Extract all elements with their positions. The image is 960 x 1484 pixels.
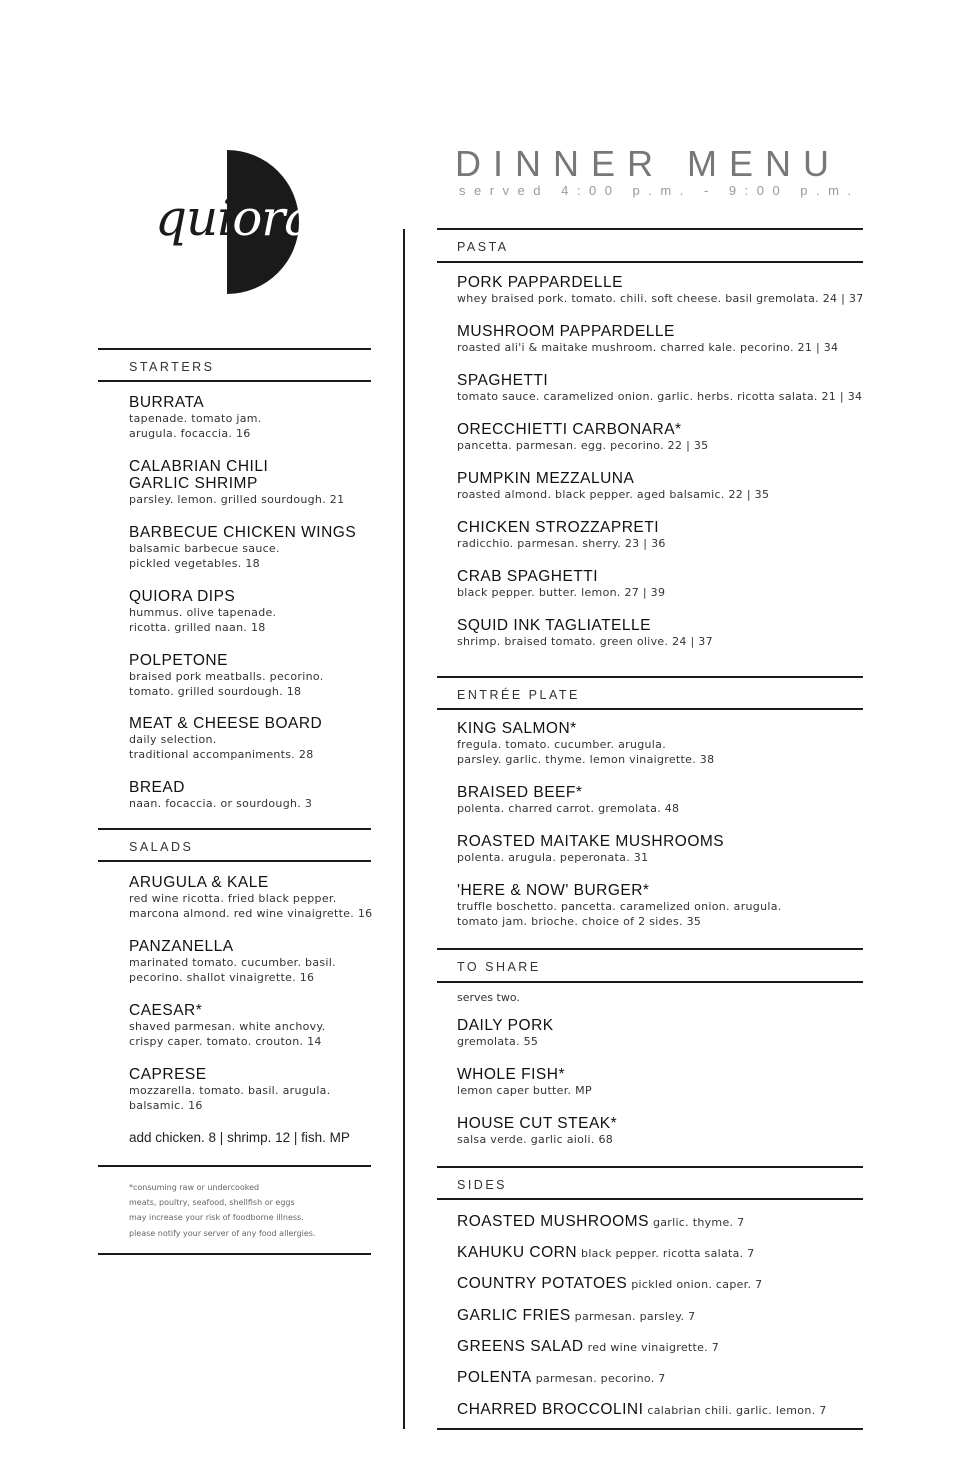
item-desc: tapenade. tomato jam.: [129, 412, 262, 425]
menu-item: [129, 1002, 325, 1049]
side-desc: red wine vinaigrette. 7: [587, 1341, 720, 1354]
side-desc: garlic. thyme. 7: [652, 1216, 745, 1229]
item-desc: roasted ali'i & maitake mushroom. charred kale. pecorino. 21 | 34: [457, 341, 839, 354]
divider: [437, 708, 863, 710]
item-name: CAPRESE: [129, 1066, 207, 1083]
notice-line: may increase your risk of foodborne illness.: [129, 1213, 304, 1222]
menu-item: [129, 588, 276, 635]
menu-title: DINNER MENU: [455, 143, 842, 184]
share-note: serves two.: [457, 991, 520, 1004]
menu-item: [129, 652, 324, 699]
menu-item: [129, 394, 262, 441]
menu-item: [457, 470, 769, 502]
side-item: [457, 1305, 695, 1324]
section-heading-starters: STARTERS: [129, 360, 215, 374]
item-name: CRAB SPAGHETTI: [457, 568, 599, 585]
side-desc: calabrian chili. garlic. lemon. 7: [647, 1404, 827, 1417]
item-desc: polenta. arugula. peperonata. 31: [457, 851, 649, 864]
menu-item: [457, 784, 679, 816]
menu-item: [457, 421, 708, 453]
menu-item: [457, 372, 862, 404]
menu-item: [129, 938, 336, 985]
menu-item: [457, 882, 782, 929]
allergy-notice: [129, 1180, 316, 1241]
item-name: SQUID INK TAGLIATELLE: [457, 617, 651, 634]
menu-item: [129, 715, 322, 762]
side-name: POLENTA: [457, 1369, 532, 1386]
divider: [98, 860, 371, 862]
menu-item: [457, 720, 714, 767]
divider: [437, 1166, 863, 1168]
item-name: BREAD: [129, 779, 185, 796]
item-desc: pancetta. parmesan. egg. pecorino. 22 | 35: [457, 439, 709, 452]
divider: [437, 948, 863, 950]
side-name: GREENS SALAD: [457, 1338, 584, 1355]
item-name: CAESAR*: [129, 1002, 203, 1019]
item-desc: arugula. focaccia. 16: [129, 427, 251, 440]
menu-item: [457, 1066, 592, 1098]
side-name: CHARRED BROCCOLINI: [457, 1401, 644, 1418]
item-desc: radicchio. parmesan. sherry. 23 | 36: [457, 537, 666, 550]
section-heading-entree: ENTRÉE PLATE: [457, 688, 580, 702]
side-desc: parmesan. pecorino. 7: [535, 1372, 666, 1385]
side-desc: parmesan. parsley. 7: [574, 1310, 696, 1323]
menu-item: [457, 1017, 554, 1049]
item-desc: tomato sauce. caramelized onion. garlic. herbs. ricotta salata. 21 | 34: [457, 390, 863, 403]
item-name: ARUGULA & KALE: [129, 874, 269, 891]
item-desc: braised pork meatballs. pecorino.: [129, 670, 324, 683]
menu-item: [457, 617, 713, 649]
menu-item: [129, 524, 356, 571]
item-desc: whey braised pork. tomato. chili. soft cheese. basil gremolata. 24 | 37: [457, 292, 864, 305]
item-desc: balsamic. 16: [129, 1099, 203, 1112]
item-name: BRAISED BEEF*: [457, 784, 583, 801]
menu-item: [129, 1066, 331, 1113]
side-item: [457, 1242, 755, 1261]
side-item: [457, 1336, 719, 1355]
item-desc: salsa verde. garlic aioli. 68: [457, 1133, 614, 1146]
item-desc: crispy caper. tomato. crouton. 14: [129, 1035, 322, 1048]
item-desc: truffle boschetto. pancetta. caramelized onion. arugula.: [457, 900, 782, 913]
item-name: ROASTED MAITAKE MUSHROOMS: [457, 833, 725, 850]
item-desc: shrimp. braised tomato. green olive. 24 | 37: [457, 635, 713, 648]
item-name: MEAT & CHEESE BOARD: [129, 715, 323, 732]
restaurant-logo: [155, 150, 314, 295]
item-name: POLPETONE: [129, 652, 228, 669]
item-name: SPAGHETTI: [457, 372, 549, 389]
item-name: PUMPKIN MEZZALUNA: [457, 470, 635, 487]
item-name: CHICKEN STROZZAPRETI: [457, 519, 660, 536]
menu-hours: served 4:00 p.m. - 9:00 p.m.: [459, 183, 860, 198]
item-name: ORECCHIETTI CARBONARA*: [457, 421, 682, 438]
menu-item: [457, 274, 864, 306]
notice-line: meats, poultry, seafood, shellfish or eggs: [129, 1198, 295, 1207]
divider: [437, 1428, 863, 1430]
side-desc: black pepper. ricotta salata. 7: [581, 1247, 755, 1260]
item-name: MUSHROOM PAPPARDELLE: [457, 323, 675, 340]
salad-addon: add chicken. 8 | shrimp. 12 | fish. MP: [129, 1130, 350, 1145]
item-name: PANZANELLA: [129, 938, 234, 955]
divider: [437, 981, 863, 983]
item-name: BARBECUE CHICKEN WINGS: [129, 524, 357, 541]
item-desc: pecorino. shallot vinaigrette. 16: [129, 971, 315, 984]
item-desc: parsley. garlic. thyme. lemon vinaigrette. 38: [457, 753, 715, 766]
item-name: DAILY PORK: [457, 1017, 554, 1034]
menu-item: [457, 833, 724, 865]
item-name: 'HERE & NOW' BURGER*: [457, 882, 650, 899]
side-name: GARLIC FRIES: [457, 1307, 571, 1324]
menu-item: [129, 874, 372, 921]
item-desc: gremolata. 55: [457, 1035, 539, 1048]
item-desc: naan. focaccia. or sourdough. 3: [129, 797, 313, 810]
section-heading-sides: SIDES: [457, 1178, 508, 1192]
menu-item: [457, 519, 666, 551]
item-desc: tomato. grilled sourdough. 18: [129, 685, 302, 698]
divider: [98, 1165, 371, 1167]
notice-line: please notify your server of any food allergies.: [129, 1229, 316, 1238]
menu-item: [129, 779, 312, 811]
side-name: COUNTRY POTATOES: [457, 1275, 628, 1292]
menu-item: [457, 1115, 617, 1147]
item-desc: shaved parmesan. white anchovy.: [129, 1020, 326, 1033]
item-desc: roasted almond. black pepper. aged balsamic. 22 | 35: [457, 488, 770, 501]
section-heading-pasta: PASTA: [457, 240, 509, 254]
item-name: CALABRIAN CHILI: [129, 458, 269, 475]
item-name: WHOLE FISH*: [457, 1066, 565, 1083]
item-desc: pickled vegetables. 18: [129, 557, 260, 570]
item-name: GARLIC SHRIMP: [129, 475, 258, 492]
side-item: [457, 1367, 666, 1386]
item-desc: ricotta. grilled naan. 18: [129, 621, 266, 634]
item-name: QUIORA DIPS: [129, 588, 236, 605]
item-name: KING SALMON*: [457, 720, 577, 737]
divider: [437, 676, 863, 678]
section-heading-salads: SALADS: [129, 840, 194, 854]
logo-wordmark: quiora: [155, 189, 314, 247]
side-item: [457, 1273, 762, 1292]
notice-line: *consuming raw or undercooked: [129, 1183, 260, 1192]
section-heading-share: TO SHARE: [457, 960, 541, 974]
item-desc: balsamic barbecue sauce.: [129, 542, 280, 555]
side-name: KAHUKU CORN: [457, 1244, 578, 1261]
item-desc: red wine ricotta. fried black pepper.: [129, 892, 337, 905]
item-name: HOUSE CUT STEAK*: [457, 1115, 618, 1132]
item-desc: tomato jam. brioche. choice of 2 sides. 35: [457, 915, 702, 928]
item-desc: polenta. charred carrot. gremolata. 48: [457, 802, 680, 815]
item-desc: lemon caper butter. MP: [457, 1084, 592, 1097]
menu-item: [457, 323, 838, 355]
item-desc: fregula. tomato. cucumber. arugula.: [457, 738, 666, 751]
item-desc: traditional accompaniments. 28: [129, 748, 314, 761]
item-desc: marinated tomato. cucumber. basil.: [129, 956, 336, 969]
menu-item: [457, 568, 665, 600]
divider: [437, 261, 863, 263]
divider: [98, 348, 371, 350]
item-name: BURRATA: [129, 394, 205, 411]
item-desc: parsley. lemon. grilled sourdough. 21: [129, 493, 345, 506]
divider: [437, 1198, 863, 1200]
divider: [437, 228, 863, 230]
side-name: ROASTED MUSHROOMS: [457, 1213, 649, 1230]
side-item: [457, 1399, 827, 1418]
item-desc: marcona almond. red wine vinaigrette. 16: [129, 907, 373, 920]
item-desc: daily selection.: [129, 733, 217, 746]
item-desc: mozzarella. tomato. basil. arugula.: [129, 1084, 331, 1097]
divider: [98, 380, 371, 382]
divider: [98, 828, 371, 830]
column-divider: [403, 229, 405, 1429]
item-desc: black pepper. butter. lemon. 27 | 39: [457, 586, 666, 599]
side-item: [457, 1211, 744, 1230]
menu-item: [129, 458, 344, 507]
item-name: PORK PAPPARDELLE: [457, 274, 623, 291]
item-desc: hummus. olive tapenade.: [129, 606, 277, 619]
side-desc: pickled onion. caper. 7: [631, 1278, 763, 1291]
divider: [98, 1253, 371, 1255]
